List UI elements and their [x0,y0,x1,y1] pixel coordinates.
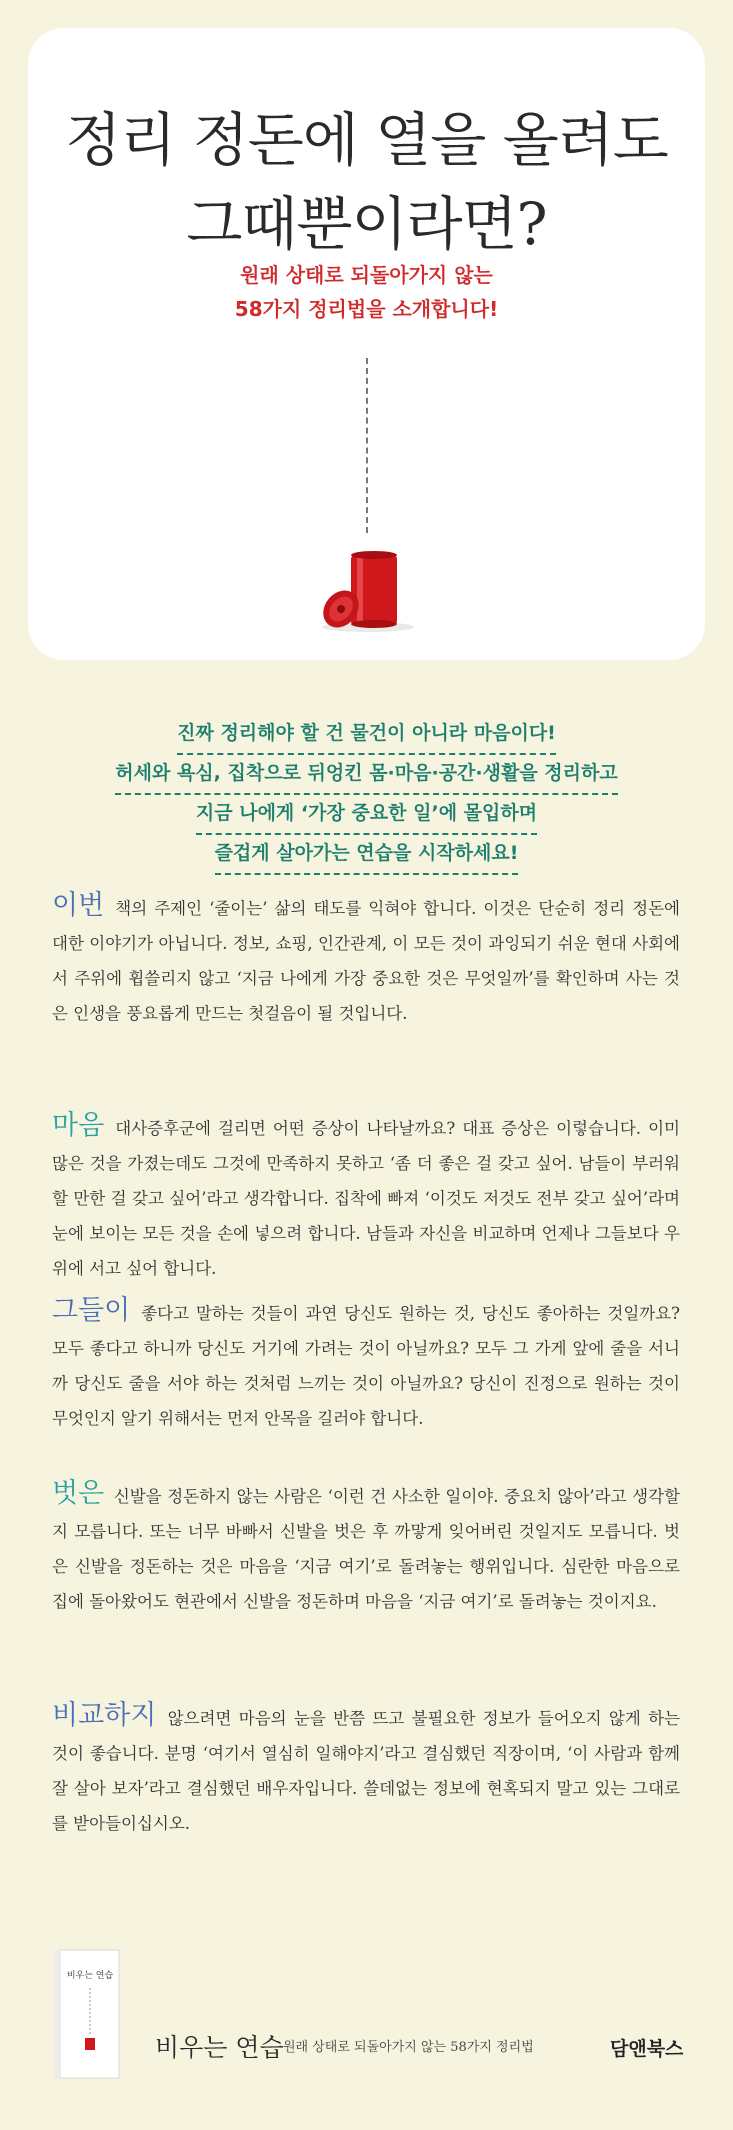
paragraph-text: 않으려면 마음의 눈을 반쯤 뜨고 불필요한 정보가 들어오지 않게 하는 것이 좋습니다. 분명 ‘여기서 열심히 일해야지’라고 결심했던 직장이며, ‘이 사람과 함께 잘 살아 보자’라고 결심했던 배우자입니다. 쓸데없는 정보에 현혹되지 말고 있는 그대로를 받아들이십시오. [52,1709,680,1833]
dashed-divider [366,358,368,533]
paragraph-5 [52,1698,680,1841]
red-can-icon [313,533,423,633]
paragraph-text: 신발을 정돈하지 않는 사람은 ‘이런 건 사소한 일이야. 중요치 않아’라고 생각할지 모릅니다. 또는 너무 바빠서 신발을 벗은 후 까맣게 잊어버린 것일지도 모릅니다. 벗은 신발을 정돈하는 것은 마음을 ‘지금 여기’로 돌려놓는 행위입니다. 심란한 마음으로 집에 돌아왔어도 현관에서 신발을 정돈하며 마음을 ‘지금 여기’로 돌려놓는 것이지요. [52,1487,680,1611]
paragraph-lead: 이번 [52,890,105,921]
paragraph-lead: 마음 [52,1110,105,1141]
paragraph-text: 대사증후군에 걸리면 어떤 증상이 나타날까요? 대표 증상은 이렇습니다. 이미 많은 것을 가졌는데도 그것에 만족하지 못하고 ‘좀 더 좋은 걸 갖고 싶어. 남들이 부러워할 만한 걸 갖고 싶어’라고 생각합니다. 집착에 빠져 ‘이것도 저것도 전부 갖고 싶어’라며 눈에 보이는 모든 것을 손에 넣으려 합니다. 남들과 자신을 비교하며 언제나 그들보다 우위에 서고 싶어 합니다. [52,1119,680,1278]
highlight-line: 지금 나에게 ‘가장 중요한 일’에 몰입하며 [196,796,537,835]
paragraph-text: 좋다고 말하는 것들이 과연 당신도 원하는 것, 당신도 좋아하는 것일까요? 모두 좋다고 하니까 당신도 거기에 가려는 것이 아닐까요? 모두 그 가게 앞에 줄을 서니까 당신도 줄을 서야 하는 것처럼 느끼는 것이 아닐까요? 당신이 진정으로 원하는 것이 무엇인지 알기 위해서는 먼저 안목을 길러야 합니다. [52,1304,681,1428]
paragraph-lead: 그들이 [52,1295,131,1326]
book-cover-image [55,1948,121,2080]
hero-card [28,28,705,660]
hero-title-line2: 그때뿐이라면? [186,190,547,258]
hero-title-line1: 정리 정돈에 열을 올려도 [65,106,668,174]
highlight-line: 허세와 욕심, 집착으로 뒤엉킨 몸·마음·공간·생활을 정리하고 [115,756,617,795]
paragraph-2 [52,1108,680,1286]
paragraph-lead: 비교하지 [52,1700,157,1731]
highlight-line: 진짜 정리해야 할 건 물건이 아니라 마음이다! [177,716,556,755]
highlight-list [0,716,733,876]
publisher-logo: 담앤북스 [610,2038,684,2060]
footer-tagline: 원래 상태로 되돌아가지 않는 58가지 정리법 [283,2040,534,2055]
hero-subtitle [28,258,705,326]
paragraph-lead: 벗은 [52,1478,105,1509]
paragraph-3 [52,1293,680,1436]
highlight-line: 즐겁게 살아가는 연습을 시작하세요! [215,836,519,875]
hero-subtitle-line2: 58가지 정리법을 소개합니다! [234,297,499,321]
book-cover-title: 비우는 연습 [66,1971,114,1981]
paragraph-text: 책의 주제인 ‘줄이는’ 삶의 태도를 익혀야 합니다. 이것은 단순히 정리 정돈에 대한 이야기가 아닙니다. 정보, 쇼핑, 인간관계, 이 모든 것이 과잉되기 쉬운 현대 사회에서 주위에 휩쓸리지 않고 ‘지금 나에게 가장 중요한 것은 무엇일까’를 확인하며 사는 것은 인생을 풍요롭게 만드는 첫걸음이 될 것입니다. [52,899,680,1023]
footer-book-title: 비우는 연습 [155,2033,284,2062]
hero-subtitle-line1: 원래 상태로 되돌아가지 않는 [240,263,493,287]
paragraph-1 [52,888,680,1031]
paragraph-4 [52,1476,680,1619]
hero-title [28,98,705,266]
